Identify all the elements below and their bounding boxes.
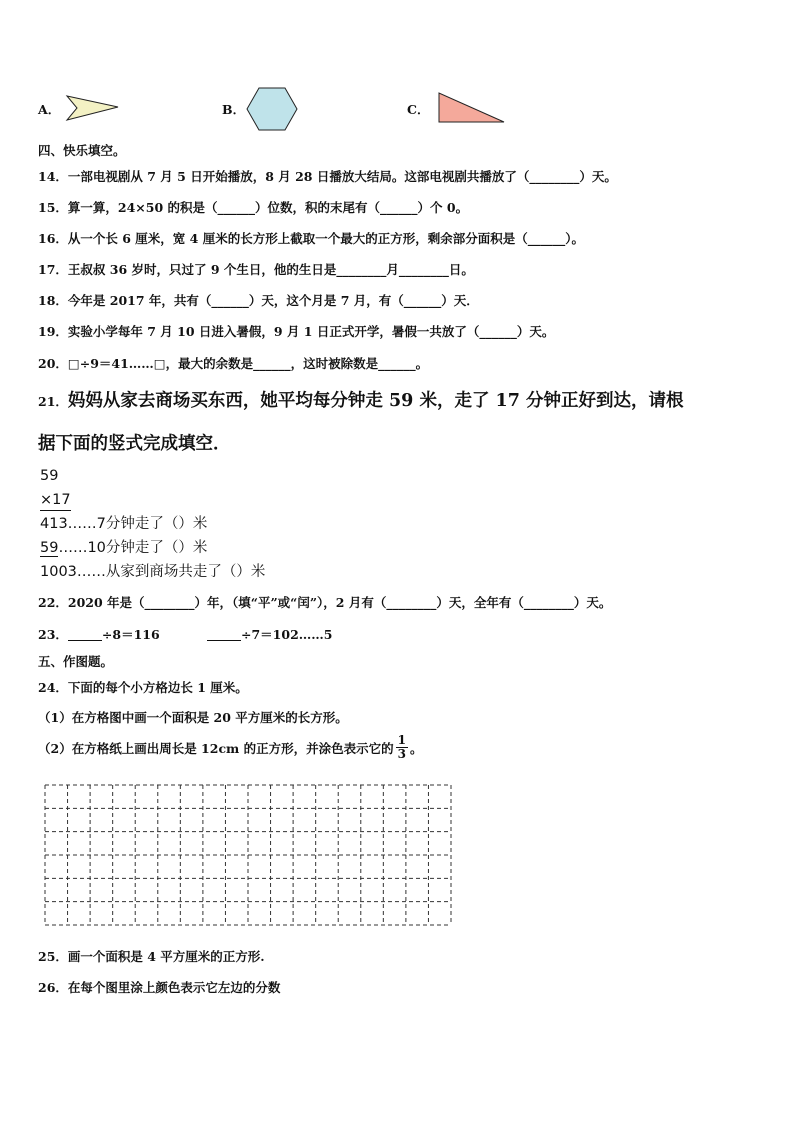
section-heading: 四、快乐填空。 bbox=[38, 143, 126, 158]
section-heading: 五、作图题。 bbox=[38, 654, 114, 669]
question-text: 今年是 2017 年，共有（______）天，这个月是 7 月，有（______）天． bbox=[67, 293, 479, 308]
calc-line: 59 bbox=[40, 468, 59, 484]
dashed-grid[interactable] bbox=[42, 782, 454, 928]
question-text: □÷9＝41……□，最大的余数是______，这时被除数是______。 bbox=[67, 356, 429, 371]
question-19 bbox=[38, 322, 554, 340]
question-number: 25． bbox=[38, 949, 68, 964]
question-number: 15． bbox=[38, 200, 68, 215]
vertical-calculation bbox=[40, 464, 265, 584]
calc-line-text: ……10分钟走了（）米 bbox=[58, 540, 208, 556]
equation-2: ÷7＝102……5 bbox=[241, 627, 333, 642]
question-20 bbox=[38, 354, 428, 372]
question-text: 2020 年是（________）年，（填“平”或“闰”），2 月有（________）天，全年有（________）天。 bbox=[67, 595, 612, 610]
question-text: 王叔叔 36 岁时，只过了 9 个生日，他的生日是________月________日。 bbox=[67, 262, 474, 277]
fraction-denominator: 3 bbox=[397, 747, 406, 762]
question-21-line2: 据下面的竖式完成填空． bbox=[38, 434, 231, 454]
calc-multiplier: ×17 bbox=[40, 490, 71, 511]
calc-line: 1003……从家到商场共走了（）米 bbox=[40, 564, 266, 580]
question-text-line1: 妈妈从家去商场买东西，她平均每分钟走 59 米，走了 17 分钟正好到达，请根 bbox=[67, 391, 684, 411]
question-24-sub2 bbox=[38, 734, 423, 761]
question-number: 19． bbox=[38, 324, 68, 339]
question-23-part2 bbox=[207, 625, 332, 643]
question-text: 算一算，24×50 的积是（______）位数，积的末尾有（______）个 0。 bbox=[67, 200, 469, 215]
triangle-shape bbox=[436, 90, 508, 126]
question-number: 18． bbox=[38, 293, 68, 308]
question-number: 24． bbox=[38, 680, 68, 695]
question-18 bbox=[38, 291, 479, 309]
question-15 bbox=[38, 198, 468, 216]
question-24 bbox=[38, 678, 248, 696]
question-22 bbox=[38, 593, 611, 611]
hexagon-shape bbox=[245, 86, 299, 132]
question-number: 22． bbox=[38, 595, 68, 610]
question-23 bbox=[38, 625, 160, 643]
question-number: 17． bbox=[38, 262, 68, 277]
option-b-label: B． bbox=[222, 102, 246, 117]
option-c-label: C． bbox=[407, 102, 430, 117]
question-number: 23． bbox=[38, 627, 68, 642]
question-number: 20． bbox=[38, 356, 68, 371]
question-26 bbox=[38, 978, 280, 996]
sub2-end: 。 bbox=[410, 740, 423, 756]
question-text: 在每个图里涂上颜色表示它左边的分数 bbox=[67, 980, 281, 995]
question-21 bbox=[38, 387, 683, 412]
question-24-sub1: （1）在方格图中画一个面积是 20 平方厘米的长方形。 bbox=[38, 710, 348, 725]
question-16 bbox=[38, 229, 584, 247]
question-number: 14． bbox=[38, 169, 68, 184]
question-text: 实验小学每年 7 月 10 日进入暑假，9 月 1 日正式开学，暑假一共放了（______）天。 bbox=[67, 324, 555, 339]
question-25 bbox=[38, 947, 265, 965]
option-a-label: A． bbox=[38, 102, 61, 117]
sub2-text: （2）在方格纸上画出周长是 12cm 的正方形，并涂色表示它的 bbox=[38, 740, 394, 756]
calc-line-10 bbox=[40, 536, 265, 560]
arrow-shape bbox=[64, 93, 122, 125]
question-17 bbox=[38, 260, 474, 278]
question-text: 一部电视剧从 7 月 5 日开始播放，8 月 28 日播放大结局。这部电视剧共播放了（________）天。 bbox=[67, 169, 617, 184]
question-text: 从一个长 6 厘米，宽 4 厘米的长方形上截取一个最大的正方形，剩余部分面积是（______）。 bbox=[67, 231, 584, 246]
fraction bbox=[396, 734, 408, 761]
question-14 bbox=[38, 167, 617, 185]
question-number: 16． bbox=[38, 231, 68, 246]
calc-line: 413……7分钟走了（）米 bbox=[40, 516, 208, 532]
question-text: 画一个面积是 4 平方厘米的正方形. bbox=[67, 949, 265, 964]
question-text: 下面的每个小方格边长 1 厘米。 bbox=[67, 680, 248, 695]
calc-underlined-value: 59 bbox=[40, 540, 59, 556]
equation-1: ÷8＝116 bbox=[101, 627, 160, 642]
question-number: 26． bbox=[38, 980, 68, 995]
question-number: 21． bbox=[38, 394, 68, 409]
fraction-numerator: 1 bbox=[397, 733, 406, 747]
answer-blank[interactable] bbox=[207, 628, 241, 642]
answer-blank[interactable] bbox=[68, 628, 102, 642]
